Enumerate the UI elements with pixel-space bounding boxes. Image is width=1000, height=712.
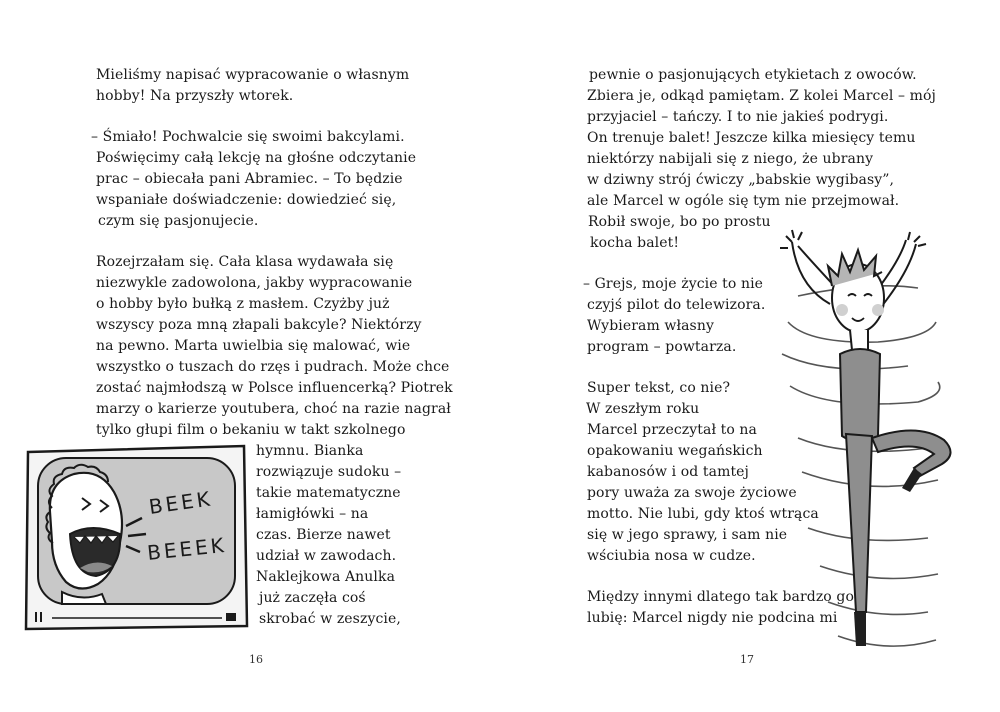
text-line: program – powtarza. xyxy=(587,339,737,355)
text-line: takie matematyczne xyxy=(256,485,401,501)
text-line: Rozejrzałam się. Cała klasa wydawała się xyxy=(96,254,394,270)
text-line: motto. Nie lubi, gdy ktoś wtrąca xyxy=(587,506,819,522)
text-line: kocha balet! xyxy=(590,235,680,251)
text-line: w dziwny strój ćwiczy „babskie wygibasy”, xyxy=(587,172,895,188)
text-line: wszyscy poza mną złapali bakcyle? Niektórzy xyxy=(96,317,422,333)
text-line: przyjaciel – tańczy. I to nie jakieś podrygi. xyxy=(587,109,889,125)
ballet-shoe xyxy=(854,612,866,646)
text-line: Mieliśmy napisać wypracowanie o własnym xyxy=(96,67,410,83)
text-line: tylko głupi film o bekaniu w takt szkolnego xyxy=(96,422,406,438)
ballet-boy-illustration xyxy=(768,226,978,661)
text-line: łamigłówki – na xyxy=(256,506,369,522)
text-line: niezwykle zadowolona, jakby wypracowanie xyxy=(96,275,413,291)
text-line: – Grejs, moje życie to nie xyxy=(583,276,764,292)
text-line: Robił swoje, bo po prostu xyxy=(588,214,771,230)
text-line: ale Marcel w ogóle się tym nie przejmował. xyxy=(587,193,900,209)
text-line: o hobby było bułką z masłem. Czyżby już xyxy=(96,296,390,312)
text-line: pory uważa za swoje życiowe xyxy=(587,485,797,501)
text-line: On trenuje balet! Jeszcze kilka miesięcy temu xyxy=(587,130,916,146)
text-line: już zaczęła coś xyxy=(259,590,366,606)
text-line: na pewno. Marta uwielbia się malować, wie xyxy=(96,338,411,354)
text-line: Między innymi dlatego tak bardzo go xyxy=(587,589,854,605)
boy-head xyxy=(828,250,884,332)
text-line: opakowaniu wegańskich xyxy=(587,443,763,459)
text-line: kabanosów i od tamtej xyxy=(587,464,749,480)
text-line: Wybieram własny xyxy=(587,318,714,334)
text-line: lubię: Marcel nigdy nie podcina mi xyxy=(587,610,838,626)
raised-leg xyxy=(872,430,951,476)
text-line: czym się pasjonujecie. xyxy=(98,213,259,229)
text-line: skrobać w zeszycie, xyxy=(259,611,401,627)
text-line: – Śmiało! Pochwalcie się swoimi bakcylami. xyxy=(91,129,405,145)
text-line: wszystko o tuszach do rzęs i pudrach. Może chce xyxy=(96,359,450,375)
text-line: Poświęcimy całą lekcję na głośne odczytanie xyxy=(96,150,417,166)
text-line: Super tekst, co nie? xyxy=(587,380,731,396)
text-line: pewnie o pasjonujących etykietach z owoców. xyxy=(589,67,917,83)
text-line: zostać najmłodszą w Polsce influencerką? Piotrek xyxy=(96,380,453,396)
text-line: hobby! Na przyszły wtorek. xyxy=(96,88,294,104)
text-line: Zbiera je, odkąd pamiętam. Z kolei Marcel – mój xyxy=(587,88,936,104)
text-line: się w jego sprawy, i sam nie xyxy=(587,527,788,543)
burping-boy-illustration xyxy=(22,442,250,632)
text-line: Marcel przeczytał to na xyxy=(587,422,757,438)
page-number: 17 xyxy=(740,653,754,666)
text-line: prac – obiecała pani Abramiec. – To będzie xyxy=(96,171,403,187)
right-page xyxy=(500,0,1000,712)
standing-leg xyxy=(846,434,872,612)
text-line: czyjś pilot do telewizora. xyxy=(587,297,766,313)
text-line: niektórzy nabijali się z niego, że ubrany xyxy=(587,151,874,167)
text-line: wspaniałe doświadczenie: dowiedzieć się, xyxy=(96,192,397,208)
text-line: Naklejkowa Anulka xyxy=(256,569,396,585)
leotard-body xyxy=(840,349,880,442)
text-line: W zeszłym roku xyxy=(586,401,700,417)
text-line: udział w zawodach. xyxy=(256,548,397,564)
sound-text-1: BEEK xyxy=(147,486,215,519)
sound-text-2: BEEEK xyxy=(146,532,228,565)
text-line: czas. Bierze nawet xyxy=(256,527,391,543)
page-number: 16 xyxy=(249,653,263,666)
text-line: rozwiązuje sudoku – xyxy=(256,464,402,480)
text-line: hymnu. Bianka xyxy=(256,443,364,459)
text-line: wściubia nosa w cudze. xyxy=(587,548,756,564)
text-line: marzy o karierze youtubera, choć na razie nagrał xyxy=(96,401,451,417)
